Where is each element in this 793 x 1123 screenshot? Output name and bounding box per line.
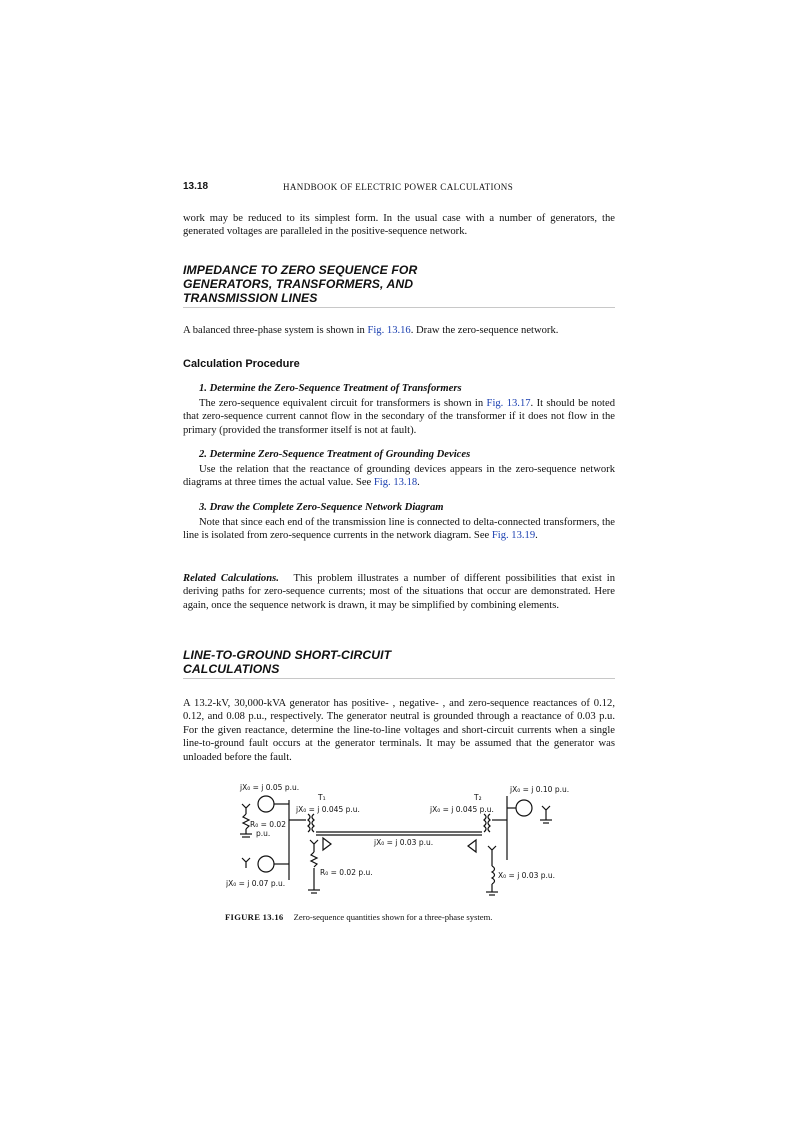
ground-reactance-label: X₀ = j 0.03 p.u. bbox=[498, 871, 556, 880]
section2-paragraph: A 13.2-kV, 30,000-kVA generator has positive- , negative- , and zero-sequence reactances of 0.12, 0.12, and 0.08 p.u., respectively. The generator neutral is grounded through a reactance of 0.03 p.u. For the given reactance, determine the line-to-line voltages and short-circuit currents when a single line-to-ground fault occurs at the generator terminals. It may be assumed that the generator was unloaded before the fault. bbox=[183, 698, 615, 763]
t2-reactance-label: jX₀ = j 0.045 p.u. bbox=[430, 805, 494, 814]
related-calculations: Related Calculations. This problem illustrates a number of different possibilities that exist in deriving paths for zero-sequence currents; most of the situations that occur are demonstrated. Here again, once the sequence network is drawn, it may be simplified by combining elements. bbox=[183, 573, 615, 611]
transformer-t1-coil-icon bbox=[308, 814, 310, 832]
caption-text: Zero-sequence quantities shown for a three-phase system. bbox=[293, 912, 493, 922]
transformer-t2-coil-icon bbox=[484, 814, 486, 832]
step-3: 3. Draw the Complete Zero-Sequence Network Diagram Note that since each end of the transmission line is connected to delta-connected transformers, the line is isolated from zero-sequence currents in the network diagram. See Fig. 13.19. bbox=[183, 502, 615, 542]
wye-symbol-icon bbox=[488, 846, 496, 858]
resistor-icon bbox=[311, 852, 317, 867]
wye-symbol-icon bbox=[242, 858, 250, 868]
zero-sequence-diagram bbox=[226, 780, 572, 908]
calc-heading: Calculation Procedure bbox=[183, 358, 300, 370]
resistor-icon bbox=[243, 814, 249, 829]
figure-link-13-16[interactable]: Fig. 13.16 bbox=[367, 325, 411, 336]
generator-1-icon bbox=[258, 796, 274, 812]
related-label: Related Calculations. bbox=[183, 573, 279, 584]
figure-13-16 bbox=[226, 780, 572, 908]
r1-unit-label: p.u. bbox=[256, 829, 271, 838]
line-reactance-label: jX₀ = j 0.03 p.u. bbox=[374, 838, 434, 847]
step-heading: 1. Determine the Zero-Sequence Treatment of Transformers bbox=[199, 383, 462, 394]
step-heading: 2. Determine Zero-Sequence Treatment of Grounding Devices bbox=[199, 449, 471, 460]
intro-block bbox=[183, 212, 615, 239]
wye-symbol-icon bbox=[310, 840, 318, 852]
figure-link-13-18[interactable]: Fig. 13.18 bbox=[373, 477, 418, 489]
delta-symbol-icon bbox=[468, 840, 476, 852]
r2-label: R₀ = 0.02 p.u. bbox=[320, 868, 373, 877]
section-impedance-zero-sequence bbox=[183, 263, 615, 308]
gen3-label: jX₀ = j 0.10 p.u. bbox=[510, 785, 570, 794]
wye-symbol-icon bbox=[242, 804, 250, 814]
section2-paragraph-block bbox=[183, 697, 615, 764]
gen2-label: jX₀ = j 0.07 p.u. bbox=[226, 879, 286, 888]
section-title: IMPEDANCE TO ZERO SEQUENCE FOR GENERATORS, TRANSFORMERS, AND TRANSMISSION LINES bbox=[183, 263, 418, 305]
section-title: LINE-TO-GROUND SHORT-CIRCUIT CALCULATIONS bbox=[183, 648, 392, 676]
figure-link-13-19[interactable]: Fig. 13.19 bbox=[491, 530, 536, 542]
step-heading: 3. Draw the Complete Zero-Sequence Network Diagram bbox=[199, 502, 444, 513]
step-2: 2. Determine Zero-Sequence Treatment of Grounding Devices Use the relation that the reactance of grounding devices appears in the zero-sequence network diagrams at three times the actual value. See Fig. 13.18. bbox=[183, 449, 615, 489]
gen1-label: jX₀ = j 0.05 p.u. bbox=[240, 783, 300, 792]
t1-label: T₁ bbox=[318, 793, 326, 802]
running-title: HANDBOOK OF ELECTRIC POWER CALCULATIONS bbox=[283, 182, 514, 192]
section-rule bbox=[183, 307, 615, 308]
intro-paragraph: work may be reduced to its simplest form. In the usual case with a number of generators, the generated voltages are paralleled in the positive-sequence network. bbox=[183, 213, 615, 238]
problem-statement: A balanced three-phase system is shown in Fig. 13.16. Draw the zero-sequence network. bbox=[183, 325, 559, 336]
step-1: 1. Determine the Zero-Sequence Treatment of Transformers The zero-sequence equivalent circuit for transformers is shown in Fig. 13.17. It should be noted that zero-sequence current cannot flow in the secondary of the transformer if it does not flow in the primary (provided the transformer itself is not at fault). bbox=[183, 383, 615, 436]
figure-caption bbox=[225, 912, 492, 922]
section-line-to-ground bbox=[183, 648, 615, 679]
figure-link-13-17[interactable]: Fig. 13.17 bbox=[486, 398, 531, 409]
generator-2-icon bbox=[258, 856, 274, 872]
page-number: 13.18 bbox=[183, 181, 209, 192]
t1-reactance-label: jX₀ = j 0.045 p.u. bbox=[296, 805, 360, 814]
wye-symbol-icon bbox=[542, 806, 550, 816]
grounding-reactor-icon bbox=[492, 866, 495, 884]
generator-3-icon bbox=[516, 800, 532, 816]
r1-label: R₀ = 0.02 bbox=[250, 820, 286, 829]
calculation-procedure bbox=[183, 358, 615, 370]
section-rule bbox=[183, 678, 615, 679]
delta-symbol-icon bbox=[323, 838, 331, 850]
t2-label: T₂ bbox=[474, 793, 482, 802]
caption-label: FIGURE 13.16 bbox=[225, 912, 284, 922]
